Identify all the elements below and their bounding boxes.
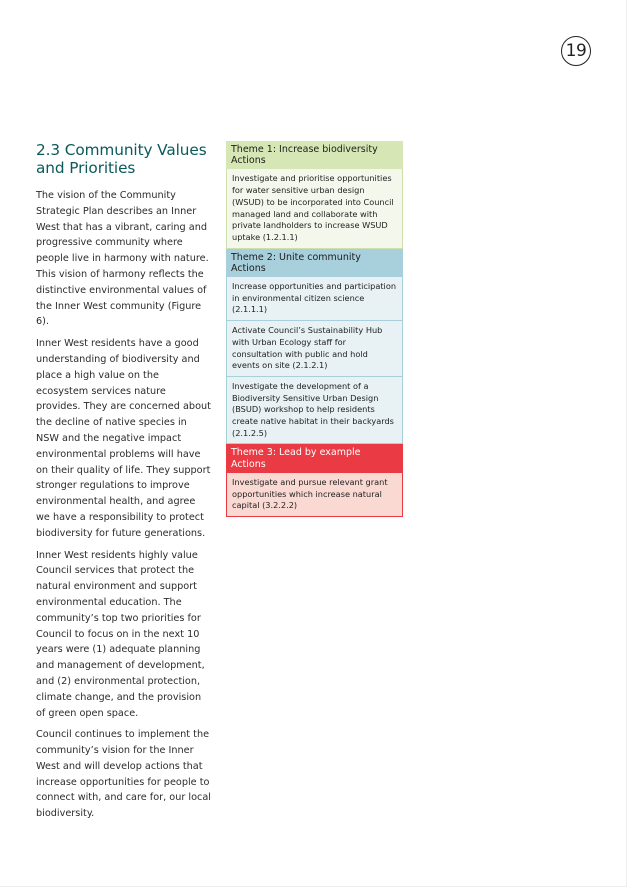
theme-action-item: Investigate and prioritise opportunities for water sensitive urban design (WSUD) to be incorporated into Council managed land and collaborate with private landholders to increase WSUD uptake (1.2.1.1) (226, 169, 403, 248)
theme-action-item: Investigate and pursue relevant grant opportunities which increase natural capital (3.2.2.2) (226, 473, 403, 517)
main-text-column (36, 141, 212, 828)
body-paragraph: Inner West residents highly value Council services that protect the natural environment and support environmental education. The community’s top two priorities for Council to focus on in the next 10 years were (1) adequate planning and management of development, and (2) environmental protection, climate change, and the provision of green open space. (36, 549, 205, 719)
section-title: 2.3 Community Values and Priorities (36, 141, 207, 177)
theme-1-block (226, 141, 403, 249)
theme-action-item: Investigate the development of a Biodiversity Sensitive Urban Design (BSUD) workshop to help residents create native habitat in their backyards (2.1.2.5) (226, 377, 403, 445)
page-number: 19 (561, 36, 591, 66)
theme-3-block (226, 444, 403, 517)
theme-2-header: Theme 2: Unite community Actions (226, 249, 403, 277)
theme-action-item: Activate Council’s Sustainability Hub with Urban Ecology staff for consultation with public and hold events on site (2.1.2.1) (226, 321, 403, 377)
body-paragraph: The vision of the Community Strategic Plan describes an Inner West that has a vibrant, caring and progressive community where people live in harmony with nature. This vision of harmony reflects the distinctive environmental values of the Inner West community (Figure 6). (36, 190, 209, 328)
theme-action-item: Increase opportunities and participation in environmental citizen science (2.1.1.1) (226, 277, 403, 321)
body-paragraph: Council continues to implement the community’s vision for the Inner West and will develop actions that increase opportunities for people to connect with, and care for, our local biodiversity. (36, 729, 211, 820)
theme-1-header: Theme 1: Increase biodiversity Actions (226, 141, 403, 169)
body-paragraph: Inner West residents have a good understanding of biodiversity and place a high value on the ecosystem services nature provides. They are concerned about the decline of native species in NSW and the negative impact environmental problems will have on their quality of life. They support stronger regulations to improve environmental health, and agree we have a responsibility to protect biodiversity for future generations. (36, 338, 211, 539)
theme-2-block (226, 249, 403, 445)
themes-actions-table (226, 141, 403, 517)
theme-3-header: Theme 3: Lead by example Actions (226, 444, 403, 472)
